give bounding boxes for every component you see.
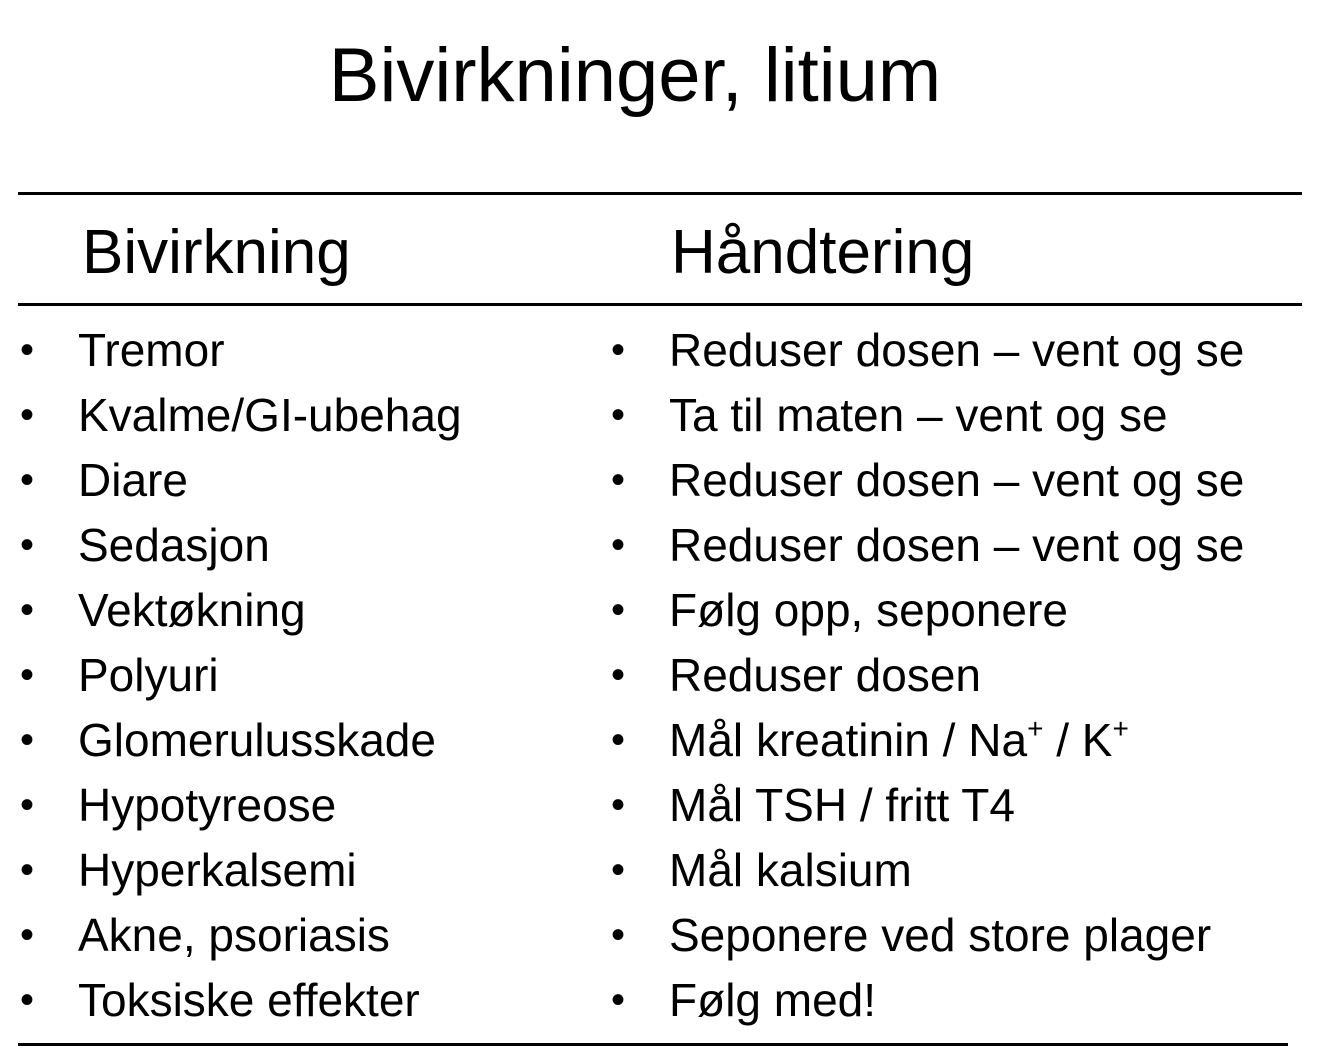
bullet-icon: •	[611, 653, 626, 697]
management-text: Reduser dosen	[669, 649, 981, 701]
list-item	[611, 383, 1311, 448]
management-text: Ta til maten – vent og se	[669, 389, 1168, 441]
management-text: Reduser dosen – vent og se	[669, 519, 1245, 571]
bullet-icon: •	[20, 393, 35, 437]
management-text: Reduser dosen – vent og se	[669, 454, 1245, 506]
list-item	[20, 318, 590, 383]
side-effect-text: Toksiske effekter	[78, 974, 420, 1026]
column-header-side-effect: Bivirkning	[82, 218, 351, 287]
list-item	[20, 383, 590, 448]
bullet-icon: •	[20, 848, 35, 892]
list-item	[611, 773, 1311, 838]
list-item	[20, 838, 590, 903]
list-item	[611, 578, 1311, 643]
bullet-icon: •	[611, 848, 626, 892]
bullet-icon: •	[611, 393, 626, 437]
list-item	[611, 448, 1311, 513]
list-item	[611, 513, 1311, 578]
management-text: Følg med!	[669, 974, 877, 1026]
side-effect-text: Vektøkning	[78, 584, 306, 636]
table-header-rule	[18, 303, 1302, 306]
list-item	[20, 968, 590, 1033]
list-item	[611, 708, 1311, 773]
list-item	[611, 838, 1311, 903]
bullet-icon: •	[20, 718, 35, 762]
bullet-icon: •	[20, 978, 35, 1022]
management-text: Seponere ved store plager	[669, 909, 1212, 961]
management-text: Følg opp, seponere	[669, 584, 1068, 636]
bullet-icon: •	[20, 783, 35, 827]
bullet-icon: •	[611, 978, 626, 1022]
bullet-icon: •	[611, 523, 626, 567]
bullet-icon: •	[611, 458, 626, 502]
side-effect-text: Hypotyreose	[78, 779, 337, 831]
list-item	[611, 968, 1311, 1033]
list-item	[20, 448, 590, 513]
list-item	[20, 578, 590, 643]
bullet-icon: •	[611, 913, 626, 957]
bullet-icon: •	[611, 718, 626, 762]
list-item	[20, 708, 590, 773]
bullet-icon: •	[20, 458, 35, 502]
management-text: Mål TSH / fritt T4	[669, 779, 1015, 831]
table-top-rule	[18, 192, 1302, 195]
side-effect-text: Glomerulusskade	[78, 714, 436, 766]
side-effect-list	[20, 318, 590, 1033]
list-item	[20, 903, 590, 968]
list-item	[611, 643, 1311, 708]
side-effect-text: Hyperkalsemi	[78, 844, 357, 896]
side-effect-text: Kvalme/GI-ubehag	[78, 389, 462, 441]
side-effect-text: Polyuri	[78, 649, 219, 701]
management-list	[611, 318, 1311, 1033]
bullet-icon: •	[20, 588, 35, 632]
bullet-icon: •	[20, 653, 35, 697]
bullet-icon: •	[611, 783, 626, 827]
bullet-icon: •	[20, 328, 35, 372]
list-item	[20, 773, 590, 838]
list-item	[611, 318, 1311, 383]
management-text: Mål kreatinin / Na+ / K+	[669, 713, 1129, 766]
list-item	[611, 903, 1311, 968]
list-item	[20, 643, 590, 708]
bullet-icon: •	[611, 588, 626, 632]
bullet-icon: •	[20, 523, 35, 567]
column-header-management: Håndtering	[671, 218, 975, 287]
table-bottom-rule	[18, 1043, 1288, 1046]
page-title: Bivirkninger, litium	[328, 33, 942, 118]
list-item	[20, 513, 590, 578]
side-effect-text: Tremor	[78, 324, 225, 376]
side-effect-text: Diare	[78, 454, 188, 506]
bullet-icon: •	[611, 328, 626, 372]
management-text: Reduser dosen – vent og se	[669, 324, 1245, 376]
bullet-icon: •	[20, 913, 35, 957]
side-effect-text: Akne, psoriasis	[78, 909, 390, 961]
management-text: Mål kalsium	[669, 844, 912, 896]
side-effect-text: Sedasjon	[78, 519, 270, 571]
